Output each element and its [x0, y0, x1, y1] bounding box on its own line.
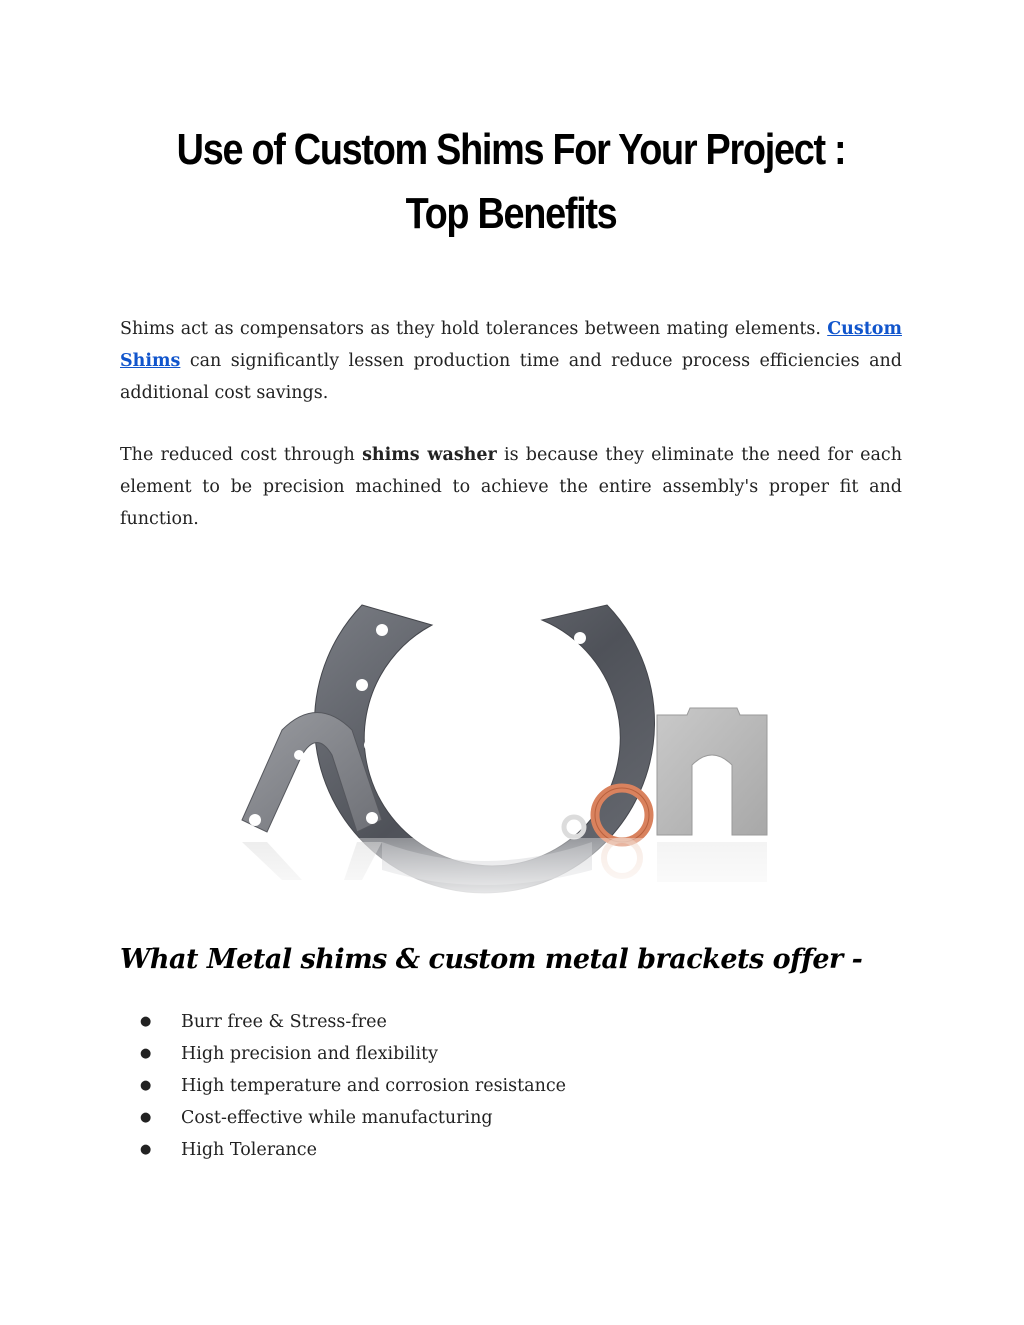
intro-text-start: Shims act as compensators as they hold tolerances between mating elements.	[120, 319, 828, 339]
cost-paragraph	[120, 439, 902, 535]
intro-text-end: can significantly lessen production time and reduce process efficiencies and additional cost savings.	[120, 351, 902, 403]
list-item	[120, 1070, 566, 1102]
page-title	[175, 118, 848, 246]
list-item-text: High temperature and corrosion resistance	[181, 1076, 567, 1096]
slotted-plate-shim	[657, 708, 767, 835]
small-ring	[564, 817, 584, 837]
shims-washer-term: shims washer	[362, 445, 497, 465]
list-item	[120, 1006, 566, 1038]
bullet-icon: ●	[140, 1142, 152, 1157]
bullet-icon: ●	[140, 1046, 152, 1061]
section-heading: What Metal shims & custom metal brackets offer -	[120, 944, 863, 975]
cost-text-end: is because they eliminate the need for each element to be precision machined to achieve the entire assembly's proper fit and function.	[120, 445, 902, 529]
intro-paragraph	[120, 313, 902, 409]
list-item-text: Cost-effective while manufacturing	[181, 1108, 493, 1128]
list-item-text: High Tolerance	[181, 1140, 317, 1160]
list-item	[120, 1102, 566, 1134]
bullet-icon: ●	[140, 1078, 152, 1093]
title-line-1: Use of Custom Shims For Your Project :	[176, 125, 846, 174]
list-item-text: Burr free & Stress-free	[181, 1012, 387, 1032]
title-line-2: Top Benefits	[405, 189, 617, 238]
shims-product-image	[232, 580, 792, 910]
list-item	[120, 1038, 566, 1070]
benefits-list	[120, 1006, 566, 1166]
cost-text-start: The reduced cost through	[120, 445, 363, 465]
list-item	[120, 1134, 566, 1166]
bullet-icon: ●	[140, 1110, 152, 1125]
custom-shims-link[interactable]: Custom Shims	[120, 319, 902, 371]
list-item-text: High precision and flexibility	[181, 1044, 439, 1064]
bullet-icon: ●	[140, 1014, 152, 1029]
